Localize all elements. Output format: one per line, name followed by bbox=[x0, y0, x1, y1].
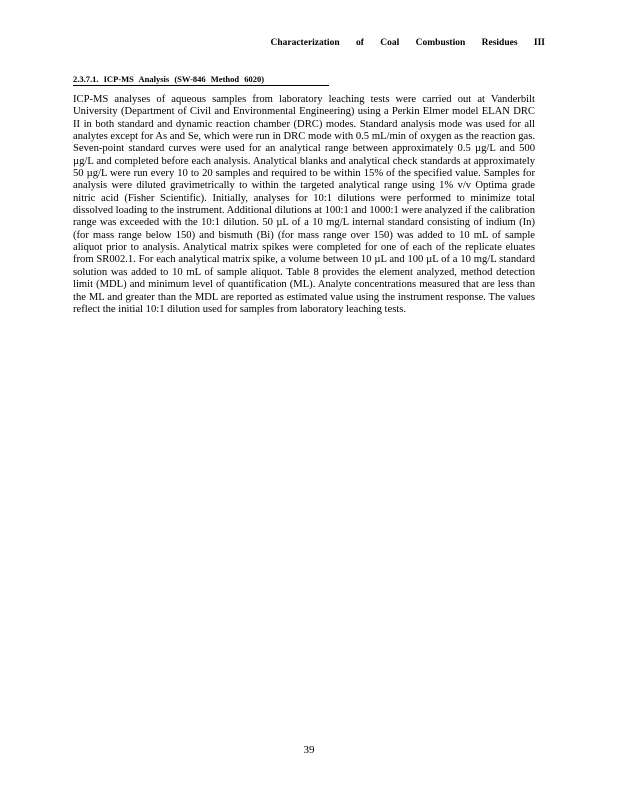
page-number: 39 bbox=[303, 744, 315, 756]
section-heading: 2.3.7.1. ICP-MS Analysis (SW-846 Method 6020) bbox=[73, 74, 329, 86]
body-paragraph: ICP-MS analyses of aqueous samples from laboratory leaching tests were carried out at Vanderbilt University (Department of Civil and Environmental Engineering) using a Perkin Elmer model ELAN DRC II in both standard and dynamic reaction chamber (DRC) modes. Standard analysis mode was used for all analytes except for As and Se, which were run in DRC mode with 0.5 mL/min of oxygen as the reaction gas. Seven-point standard curves were used for an analytical range between approximately 0.5 µg/L and 500 µg/L and completed before each analysis. Analytical blanks and analytical check standards at approximately 50 µg/L were run every 10 to 20 samples and required to be within 15% of the specified value. Samples for analysis were diluted gravimetrically to within the targeted analytical range using 1% v/v Optima grade nitric acid (Fisher Scientific). Initially, analyses for 10:1 dilutions were performed to minimize total dissolved loading to the instrument. Additional dilutions at 100:1 and 1000:1 were analyzed if the calibration range was exceeded with the 10:1 dilution. 50 µL of a 10 mg/L internal standard consisting of indium (In) (for mass range below 150) and bismuth (Bi) (for mass range over 150) was added to 10 mL of sample aliquot prior to analysis. Analytical matrix spikes were completed for one of each of the replicate eluates from SR002.1. For each analytical matrix spike, a volume between 10 µL and 100 µL of a 10 mg/L standard solution was added to 10 mL of sample aliquot. Table 8 provides the element analyzed, method detection limit (MDL) and minimum level of quantification (ML). Analyte concentrations measured that are less than the ML and greater than the MDL are reported as estimated value using the instrument response. The values reflect the initial 10:1 dilution used for samples from laboratory leaching tests. bbox=[73, 94, 535, 315]
running-header: Characterization of Coal Combustion Residues III bbox=[270, 38, 545, 48]
